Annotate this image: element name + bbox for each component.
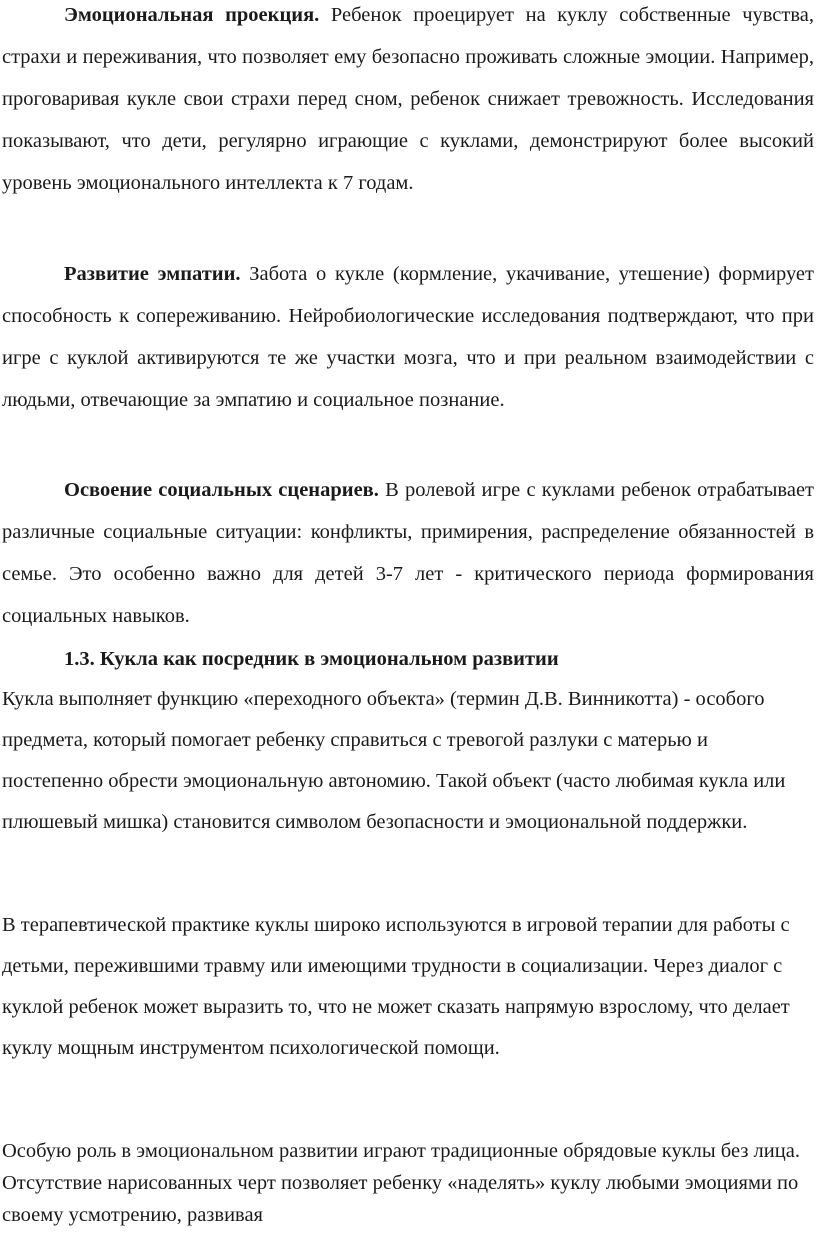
paragraph-social-scenarios (2, 469, 814, 637)
body-paragraph-faceless-dolls: Особую роль в эмоциональном развитии играют традиционные обрядовые куклы без лица. Отсутствие нарисованных черт позволяет ребенку «наделять» куклу любыми эмоциями по своему усмотрению, развивая (2, 1140, 800, 1226)
body-paragraph-transitional-object: Кукла выполняет функцию «переходного объекта» (термин Д.В. Винникотта) - особого предмета, который помогает ребенку справиться с тревогой разлуки с матерью и постепенно обрести эмоциональную автономию. Такой объект (часто любимая кукла или плюшевый мишка) становится символом безопасности и эмоциональной поддержки. (2, 688, 786, 833)
paragraph-text: Ребенок проецирует на куклу собственные чувства, страхи и переживания, что позволяет ему безопасно проживать сложные эмоции. Например, проговаривая кукле свои страхи перед сном, ребенок снижает тревожность. Исследования показывают, что дети, регулярно играющие с куклами, демонстрируют более высокий уровень эмоционального интеллекта к 7 годам. (2, 4, 815, 194)
paragraph-lead: Развитие эмпатии. (64, 263, 241, 285)
paragraph-emotional-projection (2, 0, 814, 204)
body-paragraph-therapy: В терапевтической практике куклы широко используются в игровой терапии для работы с детьми, пережившими травму или имеющими трудности в социализации. Через диалог с куклой ребенок может выразить то, что не может сказать напрямую взрослому, что делает куклу мощным инструментом психологической помощи. (2, 914, 790, 1059)
section-heading: 1.3. Кукла как посредник в эмоциональном развитии (64, 648, 559, 670)
paragraph-text: В ролевой игре с куклами ребенок отрабатывает различные социальные ситуации: конфликты, примирения, распределение обязанностей в семье. Это особенно важно для детей 3-7 лет - критического периода формирования социальных навыков. (2, 479, 814, 627)
paragraph-lead: Эмоциональная проекция. (64, 4, 320, 26)
paragraph-text: Забота о кукле (кормление, укачивание, утешение) формирует способность к сопереживанию. Нейробиологические исследования подтверждают, что при игре с куклой активируются те же участки мозга, что и при реальном взаимодействии с людьми, отвечающие за эмпатию и социальное познание. (2, 263, 814, 411)
paragraph-empathy-development (2, 253, 814, 421)
paragraph-lead: Освоение социальных сценариев. (64, 479, 379, 501)
